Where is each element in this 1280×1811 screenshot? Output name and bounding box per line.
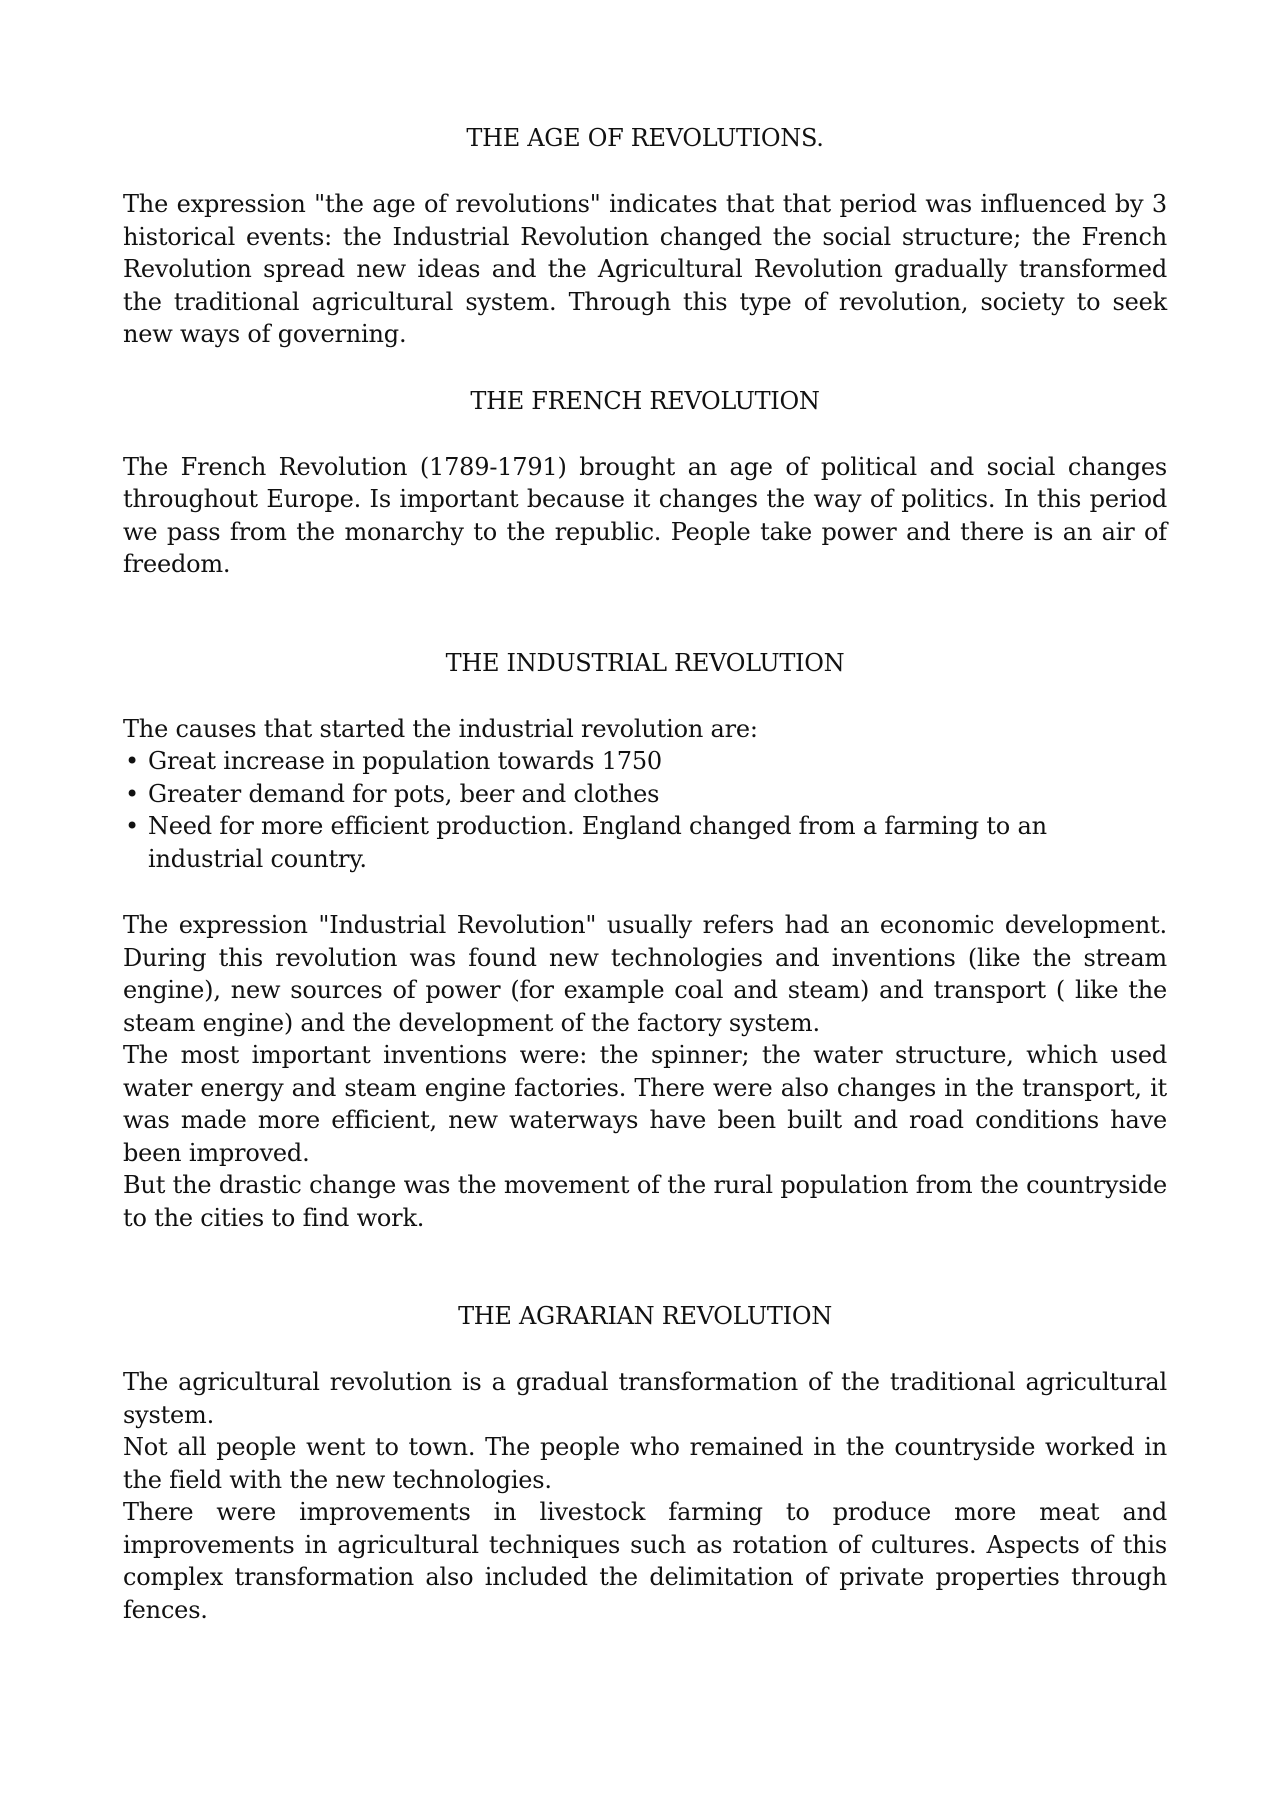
section-title-french-revolution: THE FRENCH REVOLUTION — [470, 386, 820, 415]
spacer — [123, 417, 1167, 451]
paragraph-industrial-expression: The expression "Industrial Revolution" usually refers had an economic development. During this revolution was found new technologies and inventions (like the stream engine), new sources of power (for example coal and steam) and transport ( like the steam engine) and the development of the factory system. — [123, 911, 1167, 1037]
spacer — [123, 1332, 1167, 1366]
list-item: • Great increase in population towards 1750 — [123, 745, 1167, 778]
causes-list — [123, 745, 1167, 875]
spacer — [123, 581, 1167, 647]
document-page — [123, 122, 1167, 1626]
section-title-agrarian-revolution: THE AGRARIAN REVOLUTION — [458, 1302, 832, 1330]
paragraph-agrarian-people: Not all people went to town. The people who remained in the countryside worked in the field with the new technologies. — [123, 1433, 1167, 1494]
paragraph-agrarian-definition: The agricultural revolution is a gradual transformation of the traditional agricultural system. — [123, 1368, 1167, 1429]
paragraph-industrial-inventions: The most important inventions were: the spinner; the water structure, which used water energy and steam engine factories. There were also changes in the transport, it was made more efficient, new waterways have been built and road conditions have been improved. — [123, 1041, 1167, 1167]
paragraph-agrarian-improvements: There were improvements in livestock farming to produce more meat and improvements in agricultural techniques such as rotation of cultures. Aspects of this complex transformation also included the delimitation of private properties through fences. — [123, 1498, 1167, 1624]
spacer — [123, 875, 1167, 909]
list-item: • Greater demand for pots, beer and clothes — [123, 778, 1167, 811]
section-title-industrial-revolution: THE INDUSTRIAL REVOLUTION — [445, 648, 845, 677]
spacer — [123, 679, 1167, 713]
paragraph-industrial-migration: But the drastic change was the movement of the rural population from the countryside to the cities to find work. — [123, 1171, 1167, 1232]
list-item: • Need for more efficient production. England changed from a farming to an industrial country. — [123, 810, 1167, 875]
paragraph-french-revolution: The French Revolution (1789-1791) brought an age of political and social changes throughout Europe. Is important because it changes the way of politics. In this period we pass from the monarchy to the republic. People take power and there is an air of freedom. — [123, 452, 1167, 578]
paragraph-industrial-causes-intro: The causes that started the industrial revolution are: — [123, 714, 758, 743]
spacer — [123, 1234, 1167, 1300]
section-title-age-of-revolutions: THE AGE OF REVOLUTIONS. — [466, 124, 824, 152]
paragraph-age-of-revolutions: The expression "the age of revolutions" indicates that that period was influenced by 3 historical events: the Industrial Revolution changed the social structure; the French Revolution spread new ideas and the Agricultural Revolution gradually transformed the traditional agricultural system. Through this type of revolution, society to seek new ways of governing. — [123, 190, 1167, 348]
spacer — [123, 351, 1167, 385]
spacer — [123, 154, 1167, 188]
